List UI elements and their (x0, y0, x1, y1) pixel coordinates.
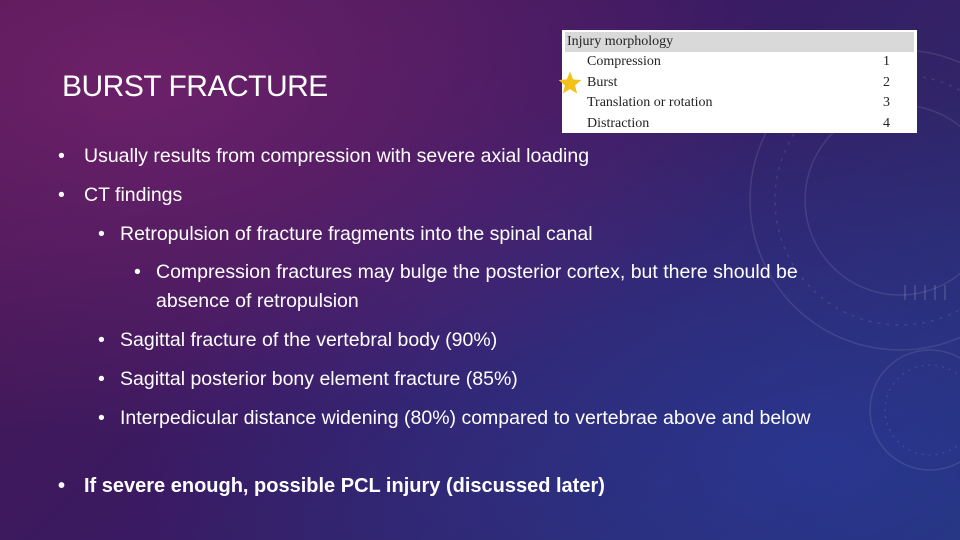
table-row (565, 52, 914, 73)
bullet-item (98, 404, 853, 433)
bullet-item (98, 326, 698, 355)
bullet-text: Interpedicular distance widening (80%) compared to vertebrae above and below (120, 407, 811, 429)
bullet-marker: • (58, 475, 66, 497)
star-icon (557, 70, 583, 96)
bullet-text: Sagittal posterior bony element fracture (85%) (120, 368, 518, 390)
bullet-marker: • (58, 184, 65, 206)
bullet-marker: • (98, 407, 105, 429)
row-value: 4 (883, 115, 890, 131)
table-row (565, 73, 914, 94)
bullet-text: Retropulsion of fracture fragments into the spinal canal (120, 223, 593, 245)
bullet-text: If severe enough, possible PCL injury (discussed later) (84, 475, 605, 497)
row-label: Distraction (587, 115, 650, 131)
slide-title: BURST FRACTURE (62, 70, 328, 103)
row-label: Compression (587, 54, 661, 69)
row-value: 2 (883, 74, 890, 90)
bullet-item (98, 220, 698, 249)
bullet-item (58, 472, 758, 501)
bullet-marker: • (98, 368, 105, 390)
injury-morphology-table (562, 30, 917, 133)
table-header: Injury morphology (565, 32, 914, 52)
bullet-item (58, 142, 698, 171)
row-value: 1 (883, 54, 890, 69)
bullet-item (134, 258, 814, 316)
row-label: Burst (587, 74, 618, 90)
bullet-marker: • (98, 223, 105, 245)
bullet-item (58, 181, 698, 210)
table-row (565, 93, 914, 114)
bullet-item (98, 365, 698, 394)
bullet-marker: • (98, 329, 105, 351)
row-value: 3 (883, 95, 890, 110)
bullet-text: Compression fractures may bulge the posterior cortex, but there should be absence of retropulsion (156, 261, 798, 312)
bullet-text: CT findings (84, 184, 183, 206)
bullet-marker: • (58, 145, 65, 167)
bullet-marker: • (134, 261, 141, 283)
table-row (565, 114, 914, 135)
bullet-text: Usually results from compression with severe axial loading (84, 145, 590, 167)
row-label: Translation or rotation (587, 95, 713, 110)
bullet-text: Sagittal fracture of the vertebral body (90%) (120, 329, 498, 351)
